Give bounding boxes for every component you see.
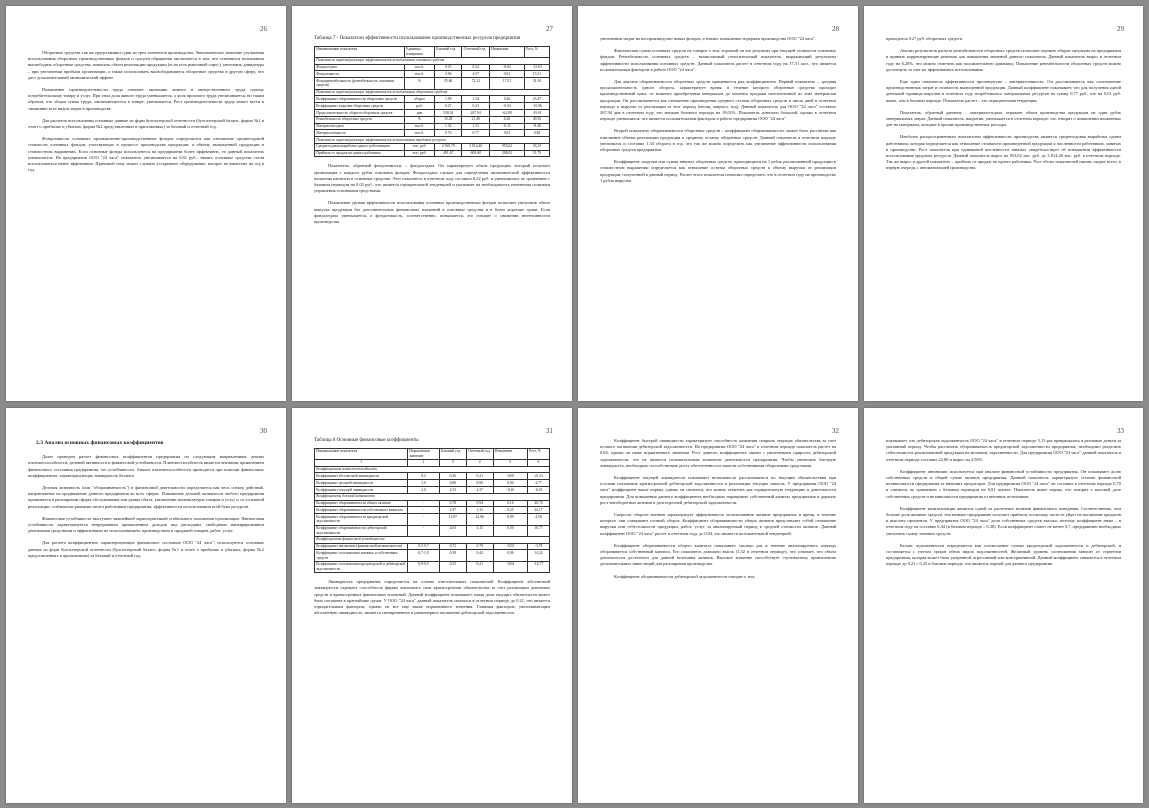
table-cell: Коэффициент оборачиваемости общих активов [315, 500, 408, 507]
table-cell: 24,17 [527, 507, 549, 514]
table-cell: 330.34 [434, 109, 461, 116]
table-cell: 2,53 [439, 487, 466, 494]
paragraph: Еще один показатель эффективности производства – материалоемкость. Он рассчитывается как соотношение производственных затрат и стоимости выпущенной продукции. Данный коэффициент показывает, что для получения одной денежной единицы выручки в отчетном году потребовалось материальных ресурсов на сумму 0,77 руб., что на 0,01 руб. выше, чем в базовом периоде. Показатель растет – это отрицательная тенденция. [886, 79, 1121, 103]
table-cell: - [408, 514, 440, 525]
table-cell: 0.76 [434, 130, 461, 137]
table-header-cell: Рост, % [524, 46, 549, 57]
table-cell: 23.47 [524, 96, 549, 103]
table-section-cell: Коэффициенты деловой активности [315, 493, 550, 500]
table-row [315, 561, 550, 572]
table-section-row [315, 536, 550, 543]
table-cell: Коэффициент срочной ликвидности [315, 480, 408, 487]
document-page [864, 408, 1143, 803]
paragraph: Для расчетов использованы основные данные из форм бухгалтерской отчетности (бухгалтерский баланс, форма №1 и отчет о прибылях и убытках, форма №2 представленных в приложениях) за базовый и отчетный год. [28, 117, 264, 130]
page-text [886, 36, 1121, 178]
table-cell: 0,2 [408, 473, 440, 480]
table-cell: 0,99 [493, 514, 527, 525]
table-row [315, 123, 550, 130]
table-cell: 31.50 [524, 78, 549, 89]
table-row [315, 96, 550, 103]
table-cell: Коэффициент автономии (финансовой независимости) [315, 543, 408, 550]
table-cell: 609,68 [462, 150, 489, 157]
table-cell: - [408, 525, 440, 536]
table-cell: 5,15 [466, 525, 493, 536]
table-cell: 4.57 [462, 71, 489, 78]
paragraph: Фактическая сумма основных средств не говорит о том, хороший ли это результат при текущей стоимости основных фондов. Рентабельность основных средств – вычисляемый относительный показатель, выражающий результаты эффективности использования основных средств. Данный показатель растет в отчетном году на 17,51 коп., что является положительным фактором в работе ООО "24 часа". [600, 48, 836, 72]
table-header-cell: Базовый год [439, 448, 466, 459]
table-header-cell: Наименование показателя [315, 46, 405, 57]
table-cell: % [405, 116, 435, 123]
table-header-cell: Изменение [493, 448, 527, 459]
table-cell: тыс.б. [405, 123, 435, 130]
paragraph: Повышение производительности труда означает экономию живого и овеществленного труда одному потребительскому товару и услуг. При этом доля живого труда уменьшается, а доля прошлого труда увеличивается, но таким образом, что общая сумма труда, заключающегося в товаре, уменьшается. Рост производительности труда может вести к снижению всех видов затрат в производстве. [28, 87, 264, 111]
table-cell: 0,5-0,7 [408, 543, 440, 550]
table-cell: Рентабельность оборотных средств [315, 116, 405, 123]
table-cell: 15.28 [434, 116, 461, 123]
table-cell: 0.61 [489, 71, 524, 78]
table-cell: % [405, 78, 435, 89]
table-caption: Таблица 7 - Показатели эффективности использования производственных ресурсов предприятия [314, 36, 521, 41]
table-section-row [315, 89, 550, 96]
paragraph: Оборотные средства так же представляют одни из трех элементов производства. Экономическое значение улучшения использования оборотных производственных фондов и средств обращения заключается в том, что становится возможным высвободить оборотные средства, повысить объем реализации продукции (если есть рыночный спрос), увеличить дивиденды – при увеличении прибыли организации, а также использовать высвободившиеся оборотные средства в другую сферу, что даст дополнительный экономический эффект. [28, 50, 264, 80]
table-row [315, 514, 550, 525]
table-cell: -16,77 [527, 561, 549, 572]
table-cell: -6,33 [527, 487, 549, 494]
paragraph: Для расчета коэффициентов, характеризующих финансовое состояние ООО "24 часа", используются основные данные из форм бухгалтерской отчетности (бухгалтерский баланс, форма №1 и отчет о прибылях и убытках, форма №2 представленных в приложениях) за базовый и отчетный год. [28, 540, 264, 558]
table-cell: 0.48 [524, 130, 549, 137]
paragraph: Анализ результатов расчета рентабельности оборотных средств позволяет оценить общую ситуацию на предприятии и принять корректирующие решения для повышения значений данного показателя. Данный показатель вырос в отчетном году на 6,20%, что можно отметить как положительную динамику. Повышение рентабельности оборотных средств можно достигнуть за счет их эффективного использования. [886, 48, 1121, 72]
table-cell: Коэффициент абсолютной ликвидности [315, 473, 408, 480]
table-cell: 0,21 [466, 561, 493, 572]
table-cell: 1.34 [462, 96, 489, 103]
table-index-row [315, 459, 550, 466]
page-number: 32 [832, 427, 839, 435]
table-cell: 1.09 [434, 96, 461, 103]
table-cell: 1,32 [466, 507, 493, 514]
table-row [315, 150, 550, 157]
table-index-cell: 5 [493, 459, 527, 466]
document-page [292, 408, 572, 803]
table-cell: -21,31 [527, 473, 549, 480]
table-cell: Фондоотдача [315, 64, 405, 71]
paragraph: Баланс задолженности определяется как соотношение суммы кредиторской задолженности и дебиторской, и составляется с учетом сроков обеих видов задолженностей. Желаемый уровень соотношения зависит от стратегии предприятия, которая может быть умеренной, агрессивной или консервативной. Данный коэффициент снижается в отчетном периоде до 0,21 с 0,25 в базовом периоде, что является нормой для данного предприятия. [886, 542, 1121, 567]
table-cell: -0,02 [493, 543, 527, 550]
paragraph: Коэффициент быстрой ликвидности характеризует способность компании покрыть текущие обязательства за счет полного погашения дебиторской задолженности. На предприятии ООО "24 часа" в отчетном периоде показатель растет на 0,04, однако он ниже нормативного значения. Рост данного коэффициента связан с увеличением прироста дебиторской задолженности, что не является положительным моментом деятельности предприятия. Чтобы увеличить быструю ликвидность, необходимо способствовать росту обеспеченности запасов собственными оборотными средствами. [600, 438, 836, 468]
table-cell: 0.25 [434, 64, 461, 71]
page-number: 31 [546, 427, 553, 435]
table-cell: 0,86 [439, 480, 466, 487]
table-cell: 267.94 [462, 109, 489, 116]
table-header-cell: Нормативное значение [408, 448, 440, 459]
efficiency-table [314, 46, 550, 158]
table-cell: 20,74 [527, 500, 549, 507]
page-number: 29 [1117, 25, 1124, 33]
paragraph: увеличении затрат на воспроизводство новых фондов, а значит, повышение издержек производства ООО "24 часа". [600, 36, 817, 41]
table-cell: Фондоемкость [315, 71, 405, 78]
paragraph: Коэффициент текущей ликвидности показывает возможность рассчитываться по текущим обязательствам при условии погашения краткосрочной дебиторской задолженности и реализации текущих запасов. У предприятия ООО "24 часа" коэффициент выше нормы, однако он снизился, что можно отметить как отрицательную тенденцию в деятельности предприятия. Для повышения данного коэффициента необходимо наращивать собственный капитал предприятия и держать рост внеоборотных активов и долгосрочной дебиторской задолженности. [600, 475, 836, 505]
table-index-cell: 6 [527, 459, 549, 466]
table-row [315, 116, 550, 123]
table-cell: 1,0 [408, 480, 440, 487]
table-row [315, 480, 550, 487]
table-cell: 0.26 [489, 96, 524, 103]
table-cell: 4,56 [527, 514, 549, 525]
page-text [314, 438, 550, 622]
table-cell: 33,33 [524, 143, 549, 150]
table-cell: Коэффициент оборачиваемости собственного капитала [315, 507, 408, 514]
table-cell: 0.77 [462, 130, 489, 137]
table-cell: 0,25 [439, 561, 466, 572]
table-header-cell: Отчетный год [462, 46, 489, 57]
table-section-cell: Показатели характеризующие эффективность использования оборотных средств [315, 89, 550, 96]
page-text [600, 438, 836, 586]
table-cell: тыс.б. [405, 130, 435, 137]
table-header-cell: Единицы измерения [405, 46, 435, 57]
table-cell: -12.63 [524, 64, 549, 71]
table-cell: Коэффициент загрузки оборотных средств [315, 103, 405, 110]
paragraph: Ликвидность предприятия определяется на основе относительных показателей. Коэффициент абсолютной ликвидности отражает способность фирмы выполнить свои краткосрочные обязательства за счет реализации денежных средств и краткосрочных финансовых вложений. Данный коэффициент показывает, какая доля текущих обязательств может быть погашена в кратчайшие сроки. У ООО "24 часа" данный показатель снизился в отчетном периоде до 0,21, что является отрицательным фактором, однако он все еще выше нормативного значения. Главным фактором, увеличивающим абсолютную ликвидность, является своевременное и равномерное погашение дебиторской задолженности. [314, 579, 550, 616]
table-cell: 0,16 [493, 500, 527, 507]
table-section-row [315, 137, 550, 144]
paragraph: Далее проведем расчет финансовых коэффициентов предприятия по следующим направлениям: анализ платежеспособности, деловой активности и финансовой устойчивости. Платежеспособность является внешним проявлением финансового состояния предприятия, его устойчивости. Анализ платежеспособности проводится при помощи финансовых коэффициентов, характеризующих ликвидность баланса. [28, 454, 264, 478]
page-number: 30 [260, 427, 267, 435]
table-cell: -0.11 [489, 123, 524, 130]
table-cell: Коэффициент соотношения кредиторской и дебиторской задолженности [315, 561, 408, 572]
table-header-cell: Наименование показателя [315, 448, 408, 459]
table-cell: -8.48 [524, 123, 549, 130]
table-cell: тыс.б. [405, 64, 435, 71]
table-cell: 2,37 [466, 487, 493, 494]
paragraph: Показатель, обратный данному – материалоотдача, отражает объем производства продукции на один рубль материальных затрат. Данный показатель, напротив, уменьшается в отчетном периоде, что говорит о повышении вложенных ден на материалы, которые в прочие производственные расходы. [886, 109, 1121, 128]
table-cell: 40.56 [524, 116, 549, 123]
table-cell: 0,50 [493, 525, 527, 536]
table-caption: Таблица 8 Основные финансовые коэффициенты [314, 438, 419, 443]
table-cell: 1.21 [462, 123, 489, 130]
table-index-cell: 4 [466, 459, 493, 466]
table-cell: 0,9-0,5 [408, 561, 440, 572]
table-cell: -3,78 [527, 543, 549, 550]
table-cell: 10,77 [527, 525, 549, 536]
document-page [292, 6, 572, 401]
table-cell: 51,79 [524, 150, 549, 157]
table-body [315, 57, 550, 157]
table-cell: оборот [405, 96, 435, 103]
table-cell: Продолжительность оборота оборотных средств [315, 109, 405, 116]
page-number: 26 [260, 25, 267, 33]
table-cell: -0.04 [489, 103, 524, 110]
table-row [315, 71, 550, 78]
table-row [315, 130, 550, 137]
table-cell: 953,62 [489, 143, 524, 150]
table-cell: 0,38 [439, 550, 466, 561]
page-text [314, 36, 550, 231]
table-cell: Коэффициент оборачиваемости оборотных средств [315, 96, 405, 103]
table-cell: 17.51 [489, 78, 524, 89]
table-header-row [315, 448, 550, 459]
table-cell: -0,04 [493, 561, 527, 572]
paragraph: Наиболее распространенным показателем эффективности производства является среднегодовая выработка одним работником, которая определяется как отношение стоимости произведенной продукции к численности работников, занятых в производстве. Рост показателя при одинаковой численности занятых свидетельствует об повышении эффективности использования трудовых ресурсов. Данный показатель вырос на 953,62 тыс. руб. до 3 814,40 тыс. руб. в отчетном периоде. Так же вырос и другой показатель – прибыль от продаж на одного работника. Рост обоих показателей связан, скорее всего, в первую очередь с автоматизацией производства. [886, 134, 1121, 171]
table-section-cell: Показатели характеризующие эффективность использования трудовых ресурсов [315, 137, 550, 144]
table-row [315, 78, 550, 89]
page-number: 27 [546, 25, 553, 33]
table-cell: Коэффициент оборачиваемости кредиторской задолженности [315, 514, 408, 525]
table-cell: Среднегодовая выработка одного работающего [315, 143, 405, 150]
table-cell: 0.27 [434, 103, 461, 110]
financial-ratios-table [314, 448, 550, 574]
table-header-cell: Изменение [489, 46, 524, 57]
table-row [315, 143, 550, 150]
table-cell: 0.22 [462, 64, 489, 71]
table-cell: 3 814,40 [462, 143, 489, 150]
table-cell: 14,22 [527, 550, 549, 561]
table-section-cell: Коэффициенты финансовой устойчивости [315, 536, 550, 543]
table-row [315, 543, 550, 550]
table-cell: 0,21 [466, 473, 493, 480]
paragraph: Показатель, обратный фондоемкости, – фондоотдача. Он характеризует объем продукции, который получает организация с каждого рубля основных фондов. Фондоотдача служит для определения экономической эффективности вложения капитала в основные средства. Этот показатель в отчетном году составил 0,22 руб. и уменьшилась по сравнению с базовым периодом на 0,03 руб., что является отрицательной тенденцией и указывает на необходимость изменения политики управления основными средствами. [314, 163, 550, 194]
table-row [315, 525, 550, 536]
page-number: 33 [1117, 427, 1124, 435]
paragraph: Повышение уровня эффективности использования основных производственных фондов позволяет увеличить объем выпуска продукции без дополнительных финансовых вложений в основные средства и в более короткие сроки. Если фондоотдача уменьшается, а фондоемкость, соответственно, повышается, это говорит о снижении интенсивности производства. [314, 200, 550, 225]
table-cell: 0,44 [466, 550, 493, 561]
document-page [578, 6, 858, 401]
table-cell: 0,7-1,0 [408, 550, 440, 561]
table-cell: 4,65 [439, 525, 466, 536]
table-cell: 0,04 [493, 480, 527, 487]
table-cell: -0,16 [493, 487, 527, 494]
table-cell: - [408, 500, 440, 507]
table-cell: Фондорентабельность (рентабельность основных средств) [315, 78, 405, 89]
paragraph: Деловая активность (или "оборачиваемость") в финансовой деятельности определяется как весь спектр действий, направленных на продвижение данного предприятия во всех сферах. Повышение деловой активности любого предприятия проявляется в расширении сферы обслуживания или рынка сбыта, увеличении номенклатуры товаров и услуг и со успешной реализации, стабильном развитии штата работников предприятия, эффективности использования всей базы ресурсов. [28, 485, 264, 509]
table-cell: 0,78 [439, 500, 466, 507]
table-index-cell: 3 [439, 459, 466, 466]
table-cell: Прибыль от продаж на одного работника [315, 150, 405, 157]
table-cell: Коэффициент оборачиваемости дебиторской задолженности [315, 525, 408, 536]
table-cell: Материалоотдача [315, 123, 405, 130]
table-index-cell: 1 [315, 459, 408, 466]
table-row [315, 473, 550, 480]
table-section-cell: Показатели характеризующие эффективность использования основных средств [315, 57, 550, 64]
table-cell: 22,86 [466, 514, 493, 525]
table-cell: 2,0 [408, 487, 440, 494]
table-row [315, 500, 550, 507]
table-header-cell: Базовый год [434, 46, 461, 57]
document-page [578, 408, 858, 803]
page-text [600, 36, 836, 190]
table-body [315, 466, 550, 573]
paragraph: Скорость оборота активов характеризует эффективность использования активов предприятия и время, в течение которого они совершают полный оборот. Коэффициент оборачиваемости общих активов представляет собой отношение выручки или себестоимости продукции, работ, услуг за анализируемый период к средней стоимости активов. Данный коэффициент ООО "24 часа" растет в отчетном году до 0,94, что является положительной тенденцией. [600, 512, 836, 536]
table-cell: - [408, 507, 440, 514]
table-row [315, 487, 550, 494]
table-cell: 21.48 [462, 116, 489, 123]
table-row [315, 64, 550, 71]
paragraph: Коэффициент капитализации является одной из расчетных величин финансового поведения. Соответственно, чем больше доля заемных средств, тем меньше предприятие получает прибыли, поскольку часть ее уйдет на погашение кредитов и выплату процентов. У предприятия ООО "24 часа" доля собственных средств высока, поэтому коэффициент ниже – в отчетном году он составил 0,44 (в базовом периоде – 0,38). Если коэффициент станет не менее 0,7, предприятию необходимо увеличить сумму заемных средств. [886, 505, 1121, 536]
table-row [315, 109, 550, 116]
table-cell: 1.32 [434, 123, 461, 130]
table-cell: 0,70 [466, 543, 493, 550]
page-text [28, 440, 264, 565]
table-cell: 6.20 [489, 116, 524, 123]
table-header-cell: Отчетный год [466, 448, 493, 459]
table-cell: 55.60 [434, 78, 461, 89]
page-text [28, 50, 264, 179]
table-index-cell: 2 [408, 459, 440, 466]
table-cell: Коэффициент текущей ликвидности [315, 487, 408, 494]
table-header-cell: Рост, % [527, 448, 549, 459]
table-cell: 208,02 [489, 150, 524, 157]
table-cell: -15.96 [524, 103, 549, 110]
table-cell: 401,67 [434, 150, 461, 157]
table-cell: 0,72 [439, 543, 466, 550]
table-cell: 15.51 [524, 71, 549, 78]
paragraph: Для анализа оборачиваемости оборотных средств применяется ряд коэффициентов. Первый показатель – средняя продолжительность одного оборота, характеризует время, в течение которого оборотные средства проходят производственный цикл: от момента приобретения материалов до момента продажи изготовленной из этих материалов продукции. Он рассчитывается как отношение произведения среднего остатка оборотных средств и числа дней в отчетном периоде к выручке от реализации за этот период (месяц, квартал, год). Данный показатель для ООО "24 часа" составил 267,94 дня в отчетном году, что меньше базового периода на 19,01%. Показатель довольно большой, однако в отчетном периоде уменьшился, что является положительным фактором в работе предприятия ООО "24 часа". [600, 79, 836, 122]
table-cell: тыс.б. [405, 71, 435, 78]
table-header-row [315, 46, 550, 57]
table-cell: 0,06 [493, 550, 527, 561]
table-cell: Коэффициент соотношения заемных и собственных средств [315, 550, 408, 561]
table-cell: 0,94 [466, 500, 493, 507]
paragraph: Коэффициент загрузки или сумма занятых оборотных средств, приходящихся на 1 рубль реализованной продукции в стоимостном выражении определяется как отношение остатка оборотных средств к объему выручки от реализации продукции, полученной в данный период. Расчет этого показателя позволил определить, что в отчетном году на производство 1 рубля выручки [600, 159, 836, 183]
table-section-row [315, 493, 550, 500]
table-cell: 0.23 [462, 103, 489, 110]
table-cell: -0,05 [493, 473, 527, 480]
paragraph: Второй показатель оборачиваемости оборотных средств – коэффициент оборачиваемости, может быть рассчитан как отношение объема реализации продукции к среднему остатку оборотных средств. Данный показатель в отчетном периоде увеличился и составил 1,34 оборота в год, что так же можно определить как увеличение эффективности использования оборотных средств предприятия. [600, 128, 836, 153]
section-heading: 2.3 Анализ основных финансовых коэффициентов [36, 440, 164, 446]
table-cell: тыс. руб. [405, 150, 435, 157]
table-row [315, 507, 550, 514]
table-cell: 21,87 [439, 514, 466, 525]
table-section-cell: Коэффициенты платежеспособности [315, 466, 550, 473]
table-cell: тыс. руб. [405, 143, 435, 150]
table-cell: -62.89 [489, 109, 524, 116]
table-cell: 0.01 [489, 130, 524, 137]
paragraph: Финансовая устойчивость выступает важнейшей характеристикой стабильного положения организации. Финансовая устойчивость характеризуется непрерывным превышением доходов над расходами, свободным маневрированием денежными средствами и эффективным их использованием, производством и продажей товаров, работ, услуг. [28, 515, 264, 534]
table-cell: 1,07 [439, 507, 466, 514]
table-row [315, 550, 550, 561]
paragraph: Коэффициент автономии используется при анализе финансовой устойчивости предприятия. Он показывает долю собственных средств в общей сумме активов предприятия. Данный показатель характеризует степень финансовой независимости предприятия от внешних кредиторов. Для предприятия ООО "24 часа" он составил в отчетном периоде 0,70 и снизился по сравнению с базовым периодом на 0,02 пункта. Показатель выше нормы, что говорит о высокой доле собственных средств и независимости предприятия от внешних источников. [886, 468, 1121, 499]
table-cell: 4,77 [527, 480, 549, 487]
table-section-row [315, 466, 550, 473]
page-number: 28 [832, 25, 839, 33]
table-section-row [315, 57, 550, 64]
document-page [6, 6, 286, 401]
table-cell: -19.01 [524, 109, 549, 116]
document-page [6, 408, 286, 803]
paragraph: приходится 0,27 руб. оборотных средств. [886, 36, 963, 41]
document-page [864, 6, 1143, 401]
table-cell: 72.12 [462, 78, 489, 89]
table-cell: руб. [405, 103, 435, 110]
table-cell: Материалоемкость [315, 130, 405, 137]
paragraph: Коэффициент оборачиваемости общего капитала показывает, сколько раз в течение анализируемого периода оборачивается собственный капитал. Его показатель довольно высок (1,32 в отчетном периоде), что означает, что объем деятельности достаточен для данной величины активов. Высокое значение способствует ступенчатому привлечению дополнительных инвестиций для расширения производства. [600, 542, 836, 567]
paragraph: Коэффициент оборачиваемости дебиторской задолженности говорит о том, [614, 573, 756, 579]
table-cell: -0.02 [489, 64, 524, 71]
table-cell: 0,90 [466, 480, 493, 487]
table-cell: 3.96 [434, 71, 461, 78]
table-row [315, 103, 550, 110]
paragraph: Фондоемкость основных промышленно-производственных фондов определяется как отношение среднегодовой стоимости основных фондов, участвующих в процессе производства продукции, к объему выпущенной продукции в стоимостном выражении. Если основные фонды используются на предприятии более эффективно, то данный показатель уменьшается. На предприятии ООО "24 часа" показатель увеличивается на 0,61 руб., значит, основные средства стали использоваться менее эффективно. Причиной тому может служить устаревшее оборудование, которое не вынесено на год в год. [28, 136, 264, 173]
paragraph: показывает, что дебиторская задолженность ООО "24 часа" в отчетном периоде 5,15 раз превращалась в реальные деньги за указанный период. Чтобы рассчитать оборачиваемость кредиторской задолженности предприятия, необходимо разделить себестоимость реализованной продукции на величину задолженности. Для предприятия ООО "24 часа" данный показатель в отчетном периоде составил 22,86 и вырос на 4,56%. [886, 438, 1121, 462]
table-cell: 2 560,79 [434, 143, 461, 150]
table-cell: 0,26 [439, 473, 466, 480]
table-cell: 0,25 [493, 507, 527, 514]
table-cell: дни [405, 109, 435, 116]
page-text [886, 438, 1121, 574]
